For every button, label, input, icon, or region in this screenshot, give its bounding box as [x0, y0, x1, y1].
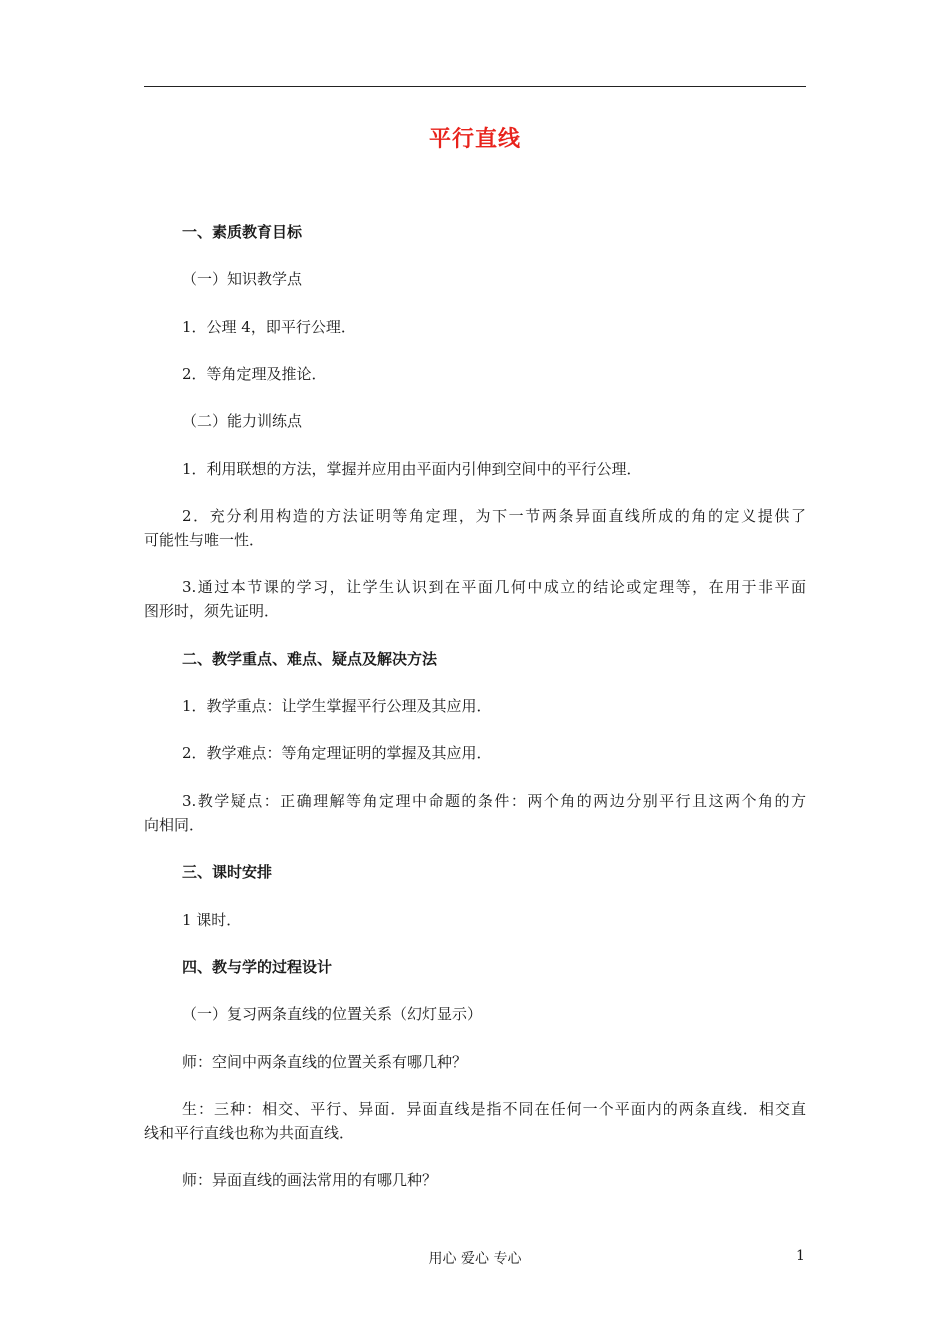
subheading: （一）知识教学点: [182, 270, 303, 288]
paragraph-line: 2．充分利用构造的方法证明等角定理，为下一节两条异面直线所成的角的定义提供了: [182, 507, 806, 525]
paragraph: 1 课时．: [182, 911, 242, 929]
paragraph: 1．利用联想的方法，掌握并应用由平面内引伸到空间中的平行公理．: [182, 460, 642, 478]
paragraph-line: 线和平行直线也称为共面直线．: [144, 1124, 355, 1142]
footer-slogan: 用心 爱心 专心: [428, 1251, 522, 1267]
subheading: （二）能力训练点: [182, 412, 303, 430]
paragraph-line: 可能性与唯一性．: [144, 531, 265, 549]
paragraph: 2．教学难点：等角定理证明的掌握及其应用．: [182, 744, 492, 762]
section-heading-2: 二、教学重点、难点、疑点及解决方法: [182, 650, 438, 668]
subheading: （一）复习两条直线的位置关系（幻灯显示）: [182, 1005, 483, 1023]
paragraph: 1．教学重点：让学生掌握平行公理及其应用．: [182, 697, 492, 715]
paragraph-line: 3.教学疑点：正确理解等角定理中命题的条件：两个角的两边分别平行且这两个角的方: [182, 792, 806, 810]
header-rule: [144, 86, 806, 87]
paragraph: 1．公理 4，即平行公理．: [182, 318, 356, 336]
page-number: 1: [796, 1248, 805, 1264]
section-heading-3: 三、课时安排: [182, 863, 273, 881]
paragraph-line: 图形时，须先证明．: [144, 602, 280, 620]
paragraph-line: 3.通过本节课的学习，让学生认识到在平面几何中成立的结论或定理等，在用于非平面: [182, 578, 806, 596]
paragraph: 师：异面直线的画法常用的有哪几种？: [182, 1171, 438, 1189]
paragraph: 2．等角定理及推论．: [182, 365, 327, 383]
paragraph-line: 生：三种：相交、平行、异面．异面直线是指不同在任何一个平面内的两条直线．相交直: [182, 1100, 806, 1118]
page-title: 平行直线: [428, 127, 521, 152]
paragraph-line: 向相同．: [144, 816, 205, 834]
section-heading-1: 一、素质教育目标: [182, 223, 303, 241]
paragraph: 师：空间中两条直线的位置关系有哪几种？: [182, 1053, 468, 1071]
section-heading-4: 四、教与学的过程设计: [182, 958, 333, 976]
